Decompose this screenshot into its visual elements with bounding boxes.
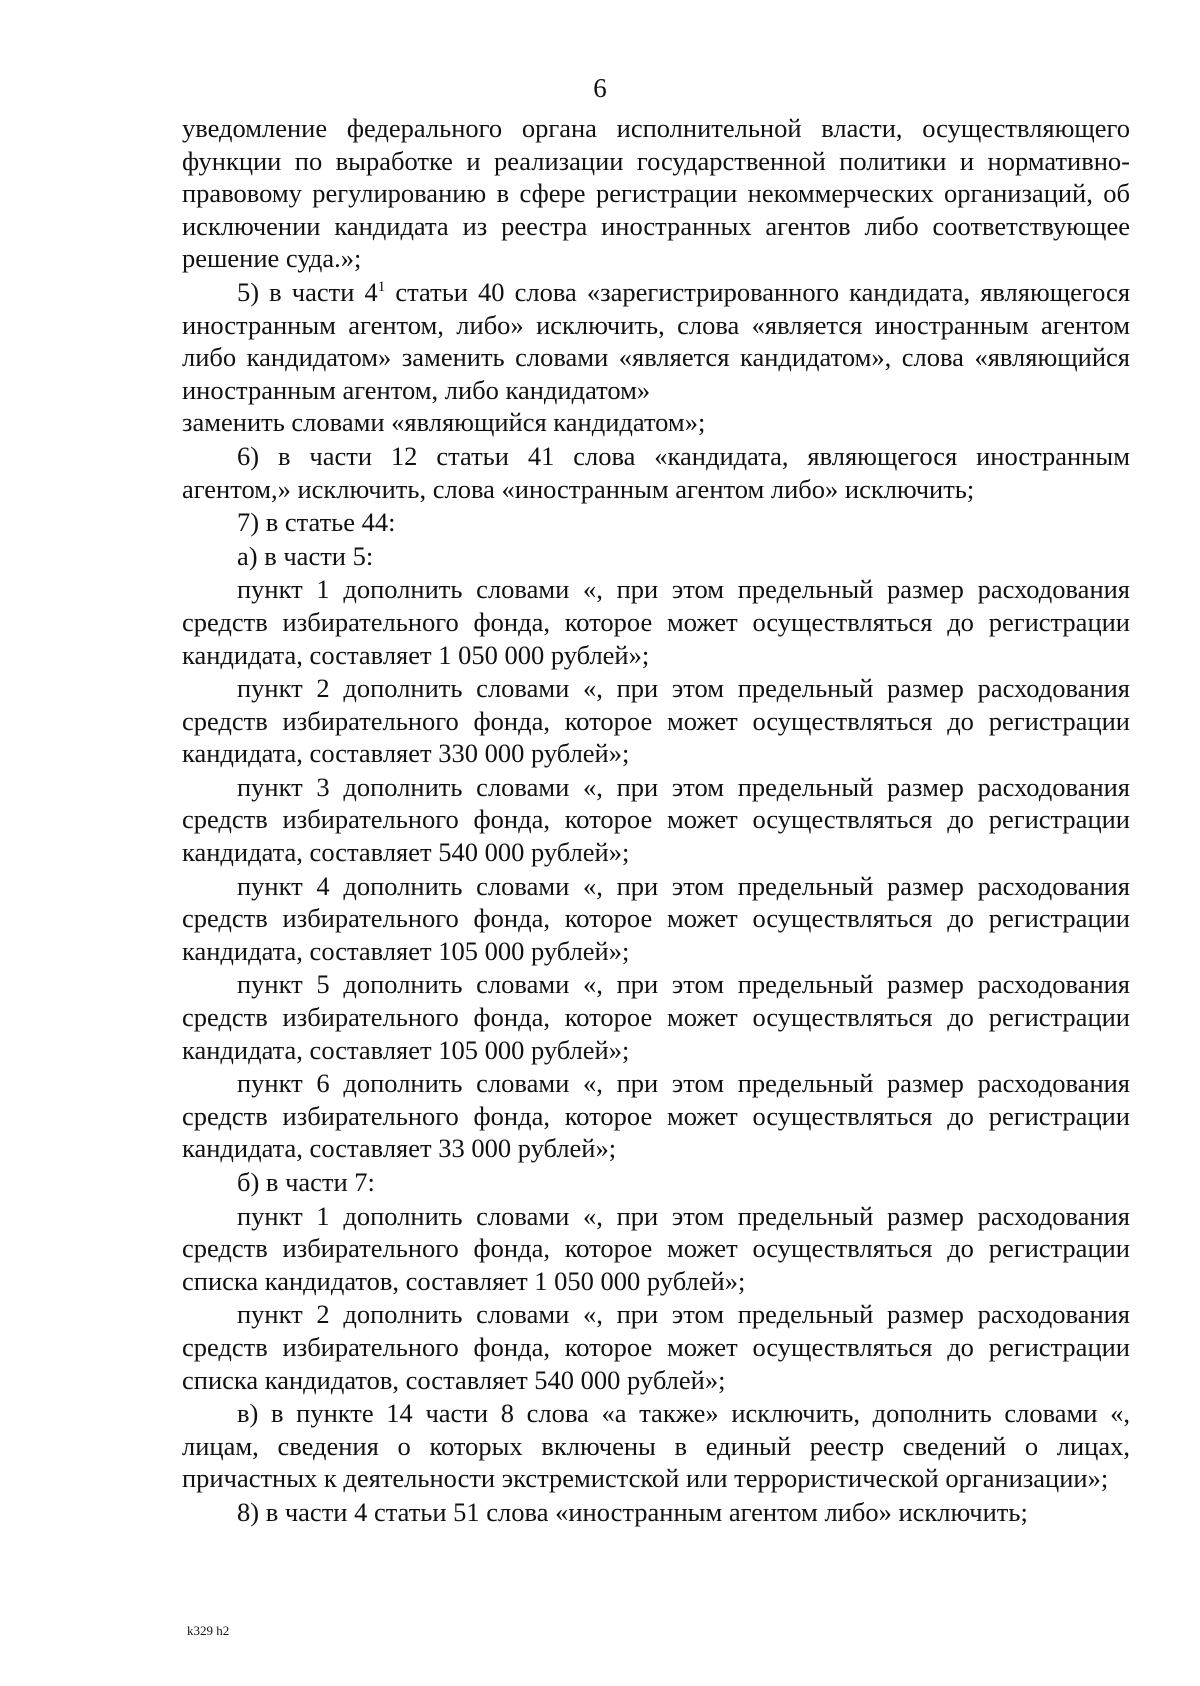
paragraph-item-5 bbox=[182, 276, 1130, 439]
paragraph-part5-point3: пункт 3 дополнить словами «, при этом предельный размер расходования средств избирательного фонда, которое может осуществляться до регистрации кандидата, составляет 540 000 рублей»; bbox=[182, 771, 1130, 868]
footer-document-code: k329 h2 bbox=[187, 1623, 230, 1638]
paragraph-item-7: 7) в статье 44: bbox=[237, 507, 396, 538]
page-number: 6 bbox=[593, 73, 607, 103]
paragraph-part7-point1: пункт 1 дополнить словами «, при этом предельный размер расходования средств избирательного фонда, которое может осуществляться до регистрации списка кандидатов, составляет 1 050 000 рублей»; bbox=[182, 1200, 1130, 1296]
paragraph-part7-point2: пункт 2 дополнить словами «, при этом предельный размер расходования средств избирательного фонда, которое может осуществляться до регистрации списка кандидатов, составляет 540 000 рублей»; bbox=[182, 1299, 1130, 1395]
paragraph-part5-point2: пункт 2 дополнить словами «, при этом предельный размер расходования средств избирательного фонда, которое может осуществляться до регистрации кандидата, составляет 330 000 рублей»; bbox=[182, 673, 1130, 769]
paragraph-item-6: 6) в части 12 статьи 41 слова «кандидата, являющегося иностранным агентом,» исключить, слова «иностранным агентом либо» исключить; bbox=[182, 440, 1130, 504]
document-body bbox=[182, 112, 1130, 1530]
paragraph-part5-point6: пункт 6 дополнить словами «, при этом предельный размер расходования средств избирательного фонда, которое может осуществляться до регистрации кандидата, составляет 33 000 рублей»; bbox=[182, 1068, 1130, 1164]
paragraph-item-7b: б) в части 7: bbox=[237, 1167, 375, 1197]
item-5-text-end: заменить словами «являющийся кандидатом»; bbox=[182, 407, 706, 438]
paragraph-item-7v: в) в пункте 14 части 8 слова «а также» исключить, дополнить словами «, лицам, сведения о которых включены в единый реестр сведений о лицах, причастных к деятельности экстремистской или террористической организации»; bbox=[182, 1398, 1130, 1494]
item-5-text-before: 5) в части 4 bbox=[237, 276, 378, 307]
paragraph-item-8: 8) в части 4 статьи 51 слова «иностранным агентом либо» исключить; bbox=[237, 1496, 1028, 1527]
paragraph-part5-point1: пункт 1 дополнить словами «, при этом предельный размер расходования средств избирательного фонда, которое может осуществляться до регистрации кандидата, составляет 1 050 000 рублей»; bbox=[182, 574, 1130, 670]
paragraph-continuation: уведомление федерального органа исполнительной власти, осуществляющего функции по выработке и реализации государственной политики и нормативно-правовому регулированию в сфере регистрации некоммерческих организаций, об исключении кандидата из реестра иностранных агентов либо соответствующее решение суда.»; bbox=[182, 113, 1130, 274]
item-5-text-after: статьи 40 слова «зарегистрированного кандидата, являющегося иностранным агентом, либо» исключить, слова «является иностранным агентом либо кандидатом» заменить словами «является кандидатом», слова «являющийся иностранным агентом, либо кандидатом» bbox=[182, 276, 1131, 405]
item-5-superscript: 1 bbox=[377, 279, 386, 296]
paragraph-part5-point4: пункт 4 дополнить словами «, при этом предельный размер расходования средств избирательного фонда, которое может осуществляться до регистрации кандидата, составляет 105 000 рублей»; bbox=[182, 870, 1130, 966]
paragraph-part5-point5: пункт 5 дополнить словами «, при этом предельный размер расходования средств избирательного фонда, которое может осуществляться до регистрации кандидата, составляет 105 000 рублей»; bbox=[182, 969, 1130, 1065]
paragraph-item-7a: а) в части 5: bbox=[237, 540, 374, 571]
